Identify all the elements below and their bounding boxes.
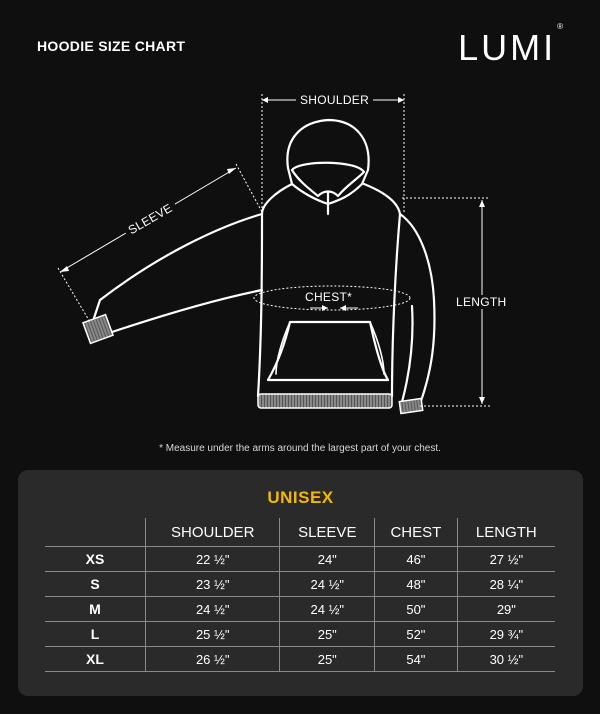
column-header <box>45 518 146 547</box>
size-cell: M <box>45 597 146 622</box>
registered-mark: ® <box>557 22 563 31</box>
value-cell: 24 ½" <box>280 597 375 622</box>
value-cell: 24 ½" <box>146 597 280 622</box>
value-cell: 50" <box>375 597 458 622</box>
table-row <box>45 622 555 647</box>
shoulder-label: SHOULDER <box>296 93 373 107</box>
table-row <box>45 547 555 572</box>
value-cell: 28 ¼" <box>457 572 555 597</box>
value-cell: 30 ½" <box>457 647 555 672</box>
size-table <box>45 518 555 672</box>
column-header: CHEST <box>375 518 458 547</box>
left-sleeve <box>94 214 262 332</box>
column-header: SLEEVE <box>280 518 375 547</box>
size-cell: S <box>45 572 146 597</box>
column-header: LENGTH <box>457 518 555 547</box>
size-cell: XS <box>45 547 146 572</box>
value-cell: 22 ½" <box>146 547 280 572</box>
column-header: SHOULDER <box>146 518 280 547</box>
value-cell: 54" <box>375 647 458 672</box>
right-sleeve <box>400 214 434 404</box>
value-cell: 29 ¾" <box>457 622 555 647</box>
value-cell: 23 ½" <box>146 572 280 597</box>
value-cell: 46" <box>375 547 458 572</box>
value-cell: 27 ½" <box>457 547 555 572</box>
value-cell: 24" <box>280 547 375 572</box>
logo-text: LUMI <box>458 27 557 68</box>
table-title: UNISEX <box>267 488 334 507</box>
value-cell: 25" <box>280 622 375 647</box>
chest-label: CHEST* <box>305 290 353 304</box>
value-cell: 48" <box>375 572 458 597</box>
size-cell: L <box>45 622 146 647</box>
right-cuff <box>399 399 422 414</box>
length-label: LENGTH <box>452 295 510 309</box>
measurement-note: * Measure under the arms around the largest part of your chest. <box>159 443 441 454</box>
table-row <box>45 647 555 672</box>
table-header-row <box>45 518 555 547</box>
left-cuff <box>83 315 113 344</box>
value-cell: 25" <box>280 647 375 672</box>
sleeve-label: SLEEVE <box>122 199 178 239</box>
table-row <box>45 597 555 622</box>
value-cell: 52" <box>375 622 458 647</box>
value-cell: 24 ½" <box>280 572 375 597</box>
waistband <box>258 394 392 408</box>
page-title: HOODIE SIZE CHART <box>37 38 186 54</box>
value-cell: 29" <box>457 597 555 622</box>
value-cell: 25 ½" <box>146 622 280 647</box>
value-cell: 26 ½" <box>146 647 280 672</box>
size-cell: XL <box>45 647 146 672</box>
table-row <box>45 572 555 597</box>
size-table-panel <box>18 470 583 696</box>
